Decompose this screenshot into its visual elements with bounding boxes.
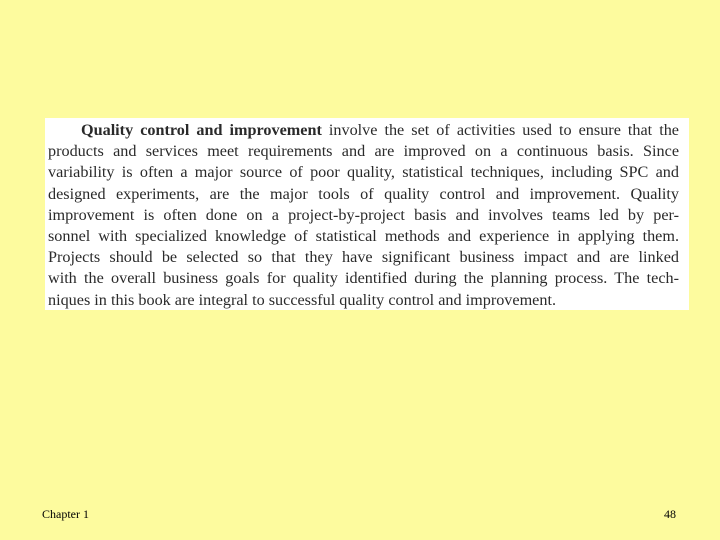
scanned-text-excerpt bbox=[45, 118, 689, 310]
paragraph-line-1-rest: involve the set of activities used to ensure that the bbox=[321, 121, 679, 139]
paragraph-line-1 bbox=[48, 120, 679, 141]
paragraph-line-4: designed experiments, are the major tools of quality control and improvement. Quality bbox=[48, 184, 679, 203]
paragraph-line-3: variability is often a major source of poor quality, statistical techniques, including SPC and bbox=[48, 163, 679, 182]
paragraph-line-2: products and services meet requirements and are improved on a continuous basis. Since bbox=[48, 142, 679, 161]
paragraph-line-8: with the overall business goals for quality identified during the planning process. The tech- bbox=[48, 269, 679, 288]
footer-chapter-label: Chapter 1 bbox=[42, 507, 89, 521]
paragraph-line-5: improvement is often done on a project-by-project basis and involves teams led by per- bbox=[48, 205, 679, 224]
paragraph-lead-term: Quality control and improvement bbox=[81, 121, 322, 139]
paragraph-line-6: sonnel with specialized knowledge of statistical methods and experience in applying them. bbox=[48, 226, 679, 245]
paragraph-line-7: Projects should be selected so that they have significant business impact and are linked bbox=[48, 248, 679, 267]
footer-page-number: 48 bbox=[664, 507, 676, 521]
paragraph-line-9: niques in this book are integral to successful quality control and improvement. bbox=[48, 290, 556, 309]
